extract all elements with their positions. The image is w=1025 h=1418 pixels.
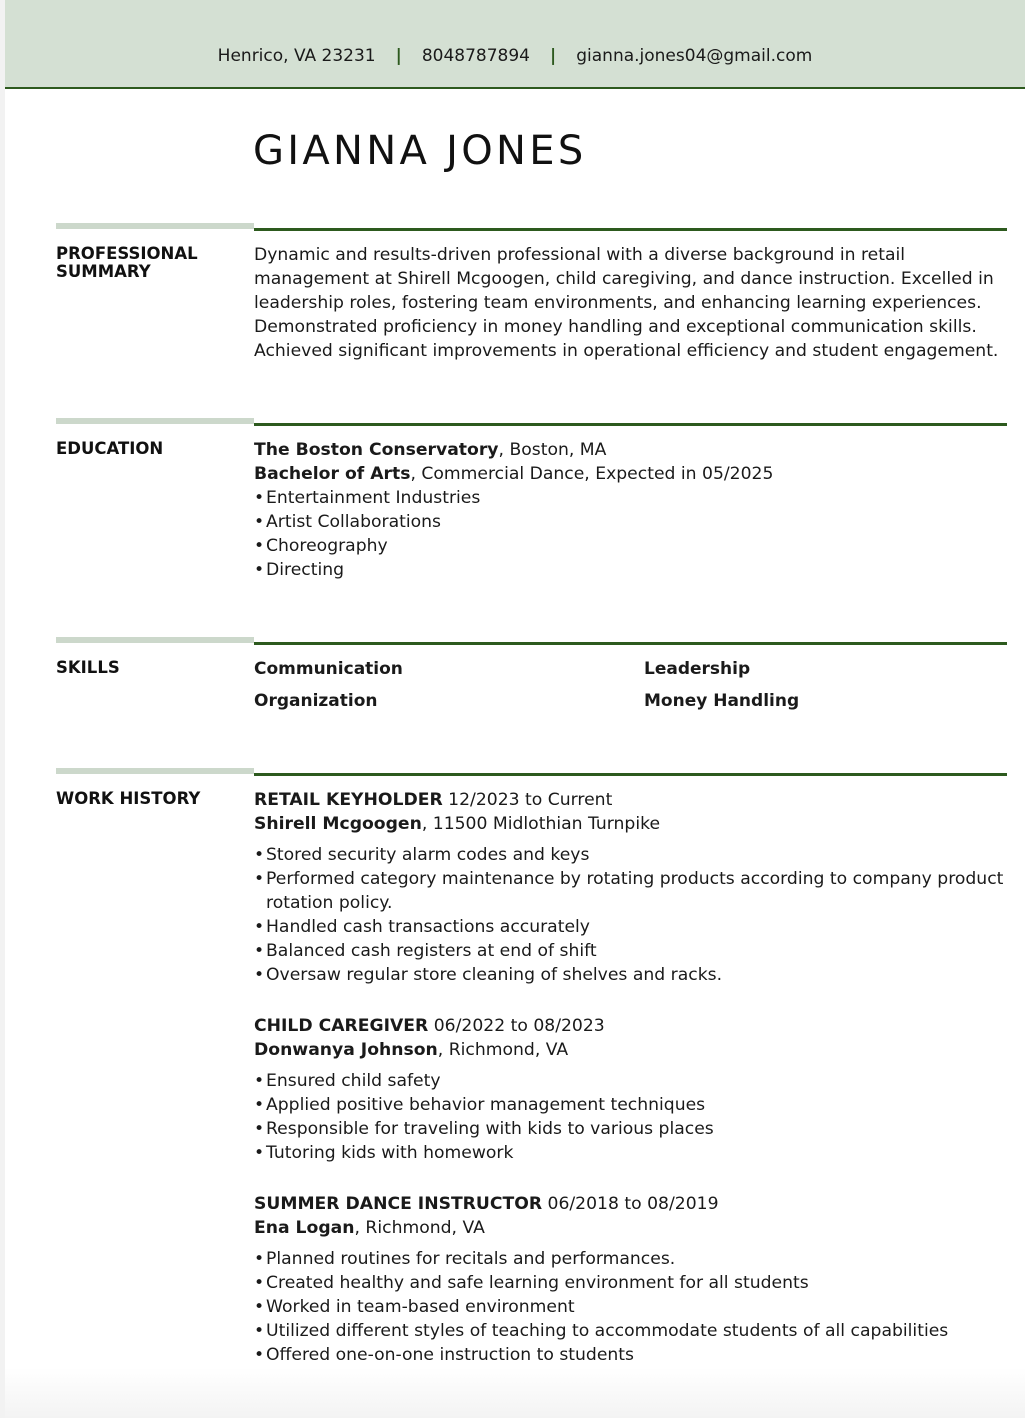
resume-page [5, 0, 1025, 1418]
job-title-line [254, 788, 1006, 812]
job-employer-line [254, 812, 1006, 836]
section-divider [254, 228, 1007, 231]
list-item: • Utilized different styles of teaching to accommodate students of all capabilities [254, 1319, 1006, 1343]
skill-item: Leadership [644, 659, 751, 679]
section-accent-bar [56, 768, 254, 774]
list-item: • Performed category maintenance by rotating products according to company product rotation policy. [254, 867, 1006, 915]
skills-body [254, 657, 1006, 713]
job-duties-list [254, 843, 1006, 987]
list-item: • Tutoring kids with homework [254, 1141, 1006, 1165]
section-divider [254, 423, 1007, 426]
job-dates: 06/2018 to 08/2019 [542, 1194, 719, 1214]
summary-text: Dynamic and results-driven professional with a diverse background in retail management at Shirell Mcgoogen, child caregiving, and dance instruction. Excelled in leadership roles, fostering team environments, and enhancing learning experiences. Demonstrated proficiency in money handling and exceptional communication skills. Achieved significant improvements in operational efficiency and student engagement. [254, 245, 999, 361]
list-item: • Balanced cash registers at end of shift [254, 939, 1006, 963]
skill-item: Communication [254, 659, 403, 679]
section-title: SKILLS [56, 658, 120, 677]
skills-grid [254, 657, 1006, 713]
section-accent-bar [56, 223, 254, 229]
contact-phone: 8048787894 [421, 46, 531, 66]
education-degree-line [254, 462, 1006, 486]
job-role: SUMMER DANCE INSTRUCTOR [254, 1194, 543, 1214]
job-employer-line [254, 1216, 1006, 1240]
job-entry [254, 1192, 1006, 1367]
job-employer: Ena Logan [254, 1218, 355, 1238]
section-title: WORK HISTORY [56, 789, 201, 808]
work-body [254, 788, 1006, 1394]
section-title: PROFESSIONAL SUMMARY [56, 244, 198, 281]
candidate-name: GIANNA JONES [253, 128, 587, 174]
skill-item: Money Handling [644, 691, 800, 711]
section-divider [254, 642, 1007, 645]
job-title-line [254, 1192, 1006, 1216]
degree-name: Bachelor of Arts [254, 464, 411, 484]
list-item: • Planned routines for recitals and performances. [254, 1247, 1006, 1271]
section-accent-bar [56, 418, 254, 424]
job-dates: 12/2023 to Current [442, 790, 613, 810]
job-entry [254, 1014, 1006, 1165]
section-accent-bar [56, 637, 254, 643]
school-name: The Boston Conservatory [254, 440, 499, 460]
education-school-line [254, 438, 1006, 462]
job-location: , Richmond, VA [437, 1040, 569, 1060]
degree-details: , Commercial Dance, Expected in 05/2025 [410, 464, 774, 484]
list-item: • Directing [254, 558, 1006, 582]
list-item: • Created healthy and safe learning environment for all students [254, 1271, 1006, 1295]
job-dates: 06/2022 to 08/2023 [428, 1016, 605, 1036]
job-employer: Donwanya Johnson [254, 1040, 438, 1060]
list-item: • Oversaw regular store cleaning of shelves and racks. [254, 963, 1006, 987]
education-body [254, 438, 1006, 582]
list-item: • Offered one-on-one instruction to students [254, 1343, 1006, 1367]
list-item: • Artist Collaborations [254, 510, 1006, 534]
school-location: , Boston, MA [498, 440, 607, 460]
list-item: • Entertainment Industries [254, 486, 1006, 510]
job-role: CHILD CAREGIVER [254, 1016, 429, 1036]
job-duties-list [254, 1069, 1006, 1165]
list-item: • Handled cash transactions accurately [254, 915, 1006, 939]
list-item: • Worked in team-based environment [254, 1295, 1006, 1319]
job-employer-line [254, 1038, 1006, 1062]
list-item: • Applied positive behavior management techniques [254, 1093, 1006, 1117]
section-title: EDUCATION [56, 439, 164, 458]
list-item: • Responsible for traveling with kids to various places [254, 1117, 1006, 1141]
job-title-line [254, 1014, 1006, 1038]
section-divider [254, 773, 1007, 776]
job-duties-list [254, 1247, 1006, 1367]
list-item: • Choreography [254, 534, 1006, 558]
summary-body [254, 243, 1006, 363]
contact-separator: | [395, 46, 402, 66]
education-coursework-list [254, 486, 1006, 582]
skill-item: Organization [254, 691, 378, 711]
contact-line [5, 45, 1025, 67]
contact-location: Henrico, VA 23231 [217, 46, 376, 66]
job-entry [254, 788, 1006, 987]
list-item: • Stored security alarm codes and keys [254, 843, 1006, 867]
job-location: , 11500 Midlothian Turnpike [421, 814, 661, 834]
job-location: , Richmond, VA [354, 1218, 485, 1238]
contact-header [5, 0, 1025, 89]
job-employer: Shirell Mcgoogen [254, 814, 422, 834]
contact-separator: | [550, 46, 557, 66]
contact-email: gianna.jones04@gmail.com [576, 46, 813, 66]
list-item: • Ensured child safety [254, 1069, 1006, 1093]
job-role: RETAIL KEYHOLDER [254, 790, 443, 810]
